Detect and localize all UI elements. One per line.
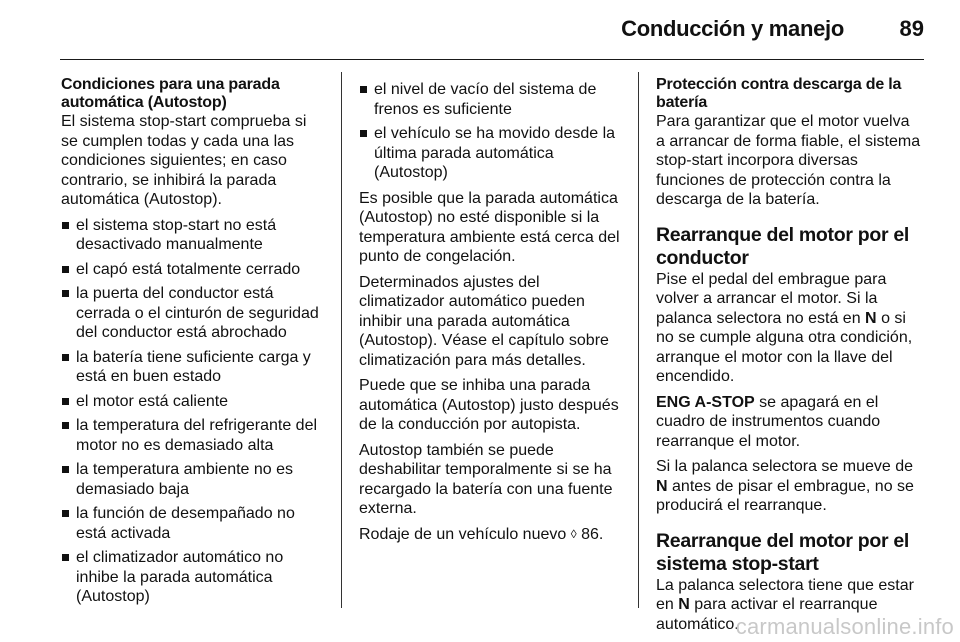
column-1 — [61, 76, 323, 613]
gear-label: N — [678, 596, 690, 613]
list-item: el motor está caliente — [61, 392, 323, 412]
section-heading: Condiciones para una parada automática (Autostop) — [61, 76, 280, 111]
paragraph — [656, 270, 922, 387]
page-reference-icon: ◊ — [570, 526, 577, 541]
indicator-label: ENG A-STOP — [656, 393, 755, 411]
text-run: La palanca selectora tiene que estar en — [656, 576, 914, 613]
list-item: el sistema stop-start no está desactivado manualmente — [61, 216, 323, 255]
bullet-list — [359, 80, 621, 183]
list-item: el nivel de vacío del sistema de frenos es suficiente — [359, 80, 621, 119]
paragraph: El sistema stop-start comprueba si se cumplen todas y cada una las condiciones siguientes; en caso contrario, se inhibirá la parada automática (Autostop). — [61, 113, 307, 208]
list-item: la puerta del conductor está cerrada o el cinturón de seguridad del conductor está abrochado — [61, 284, 323, 343]
list-item: la función de desempañado no está activada — [61, 504, 323, 543]
paragraph: Para garantizar que el motor vuelva a arrancar de forma fiable, el sistema stop-start incorpora diversas funciones de protección contra la descarga de la batería. — [656, 113, 921, 208]
paragraph: Es posible que la parada automática (Autostop) no esté disponible si la temperatura ambiente está cerca del punto de congelación. — [359, 189, 620, 265]
gear-label: N — [656, 477, 668, 495]
page-title: Conducción y manejo — [621, 16, 844, 41]
gear-label: N — [865, 309, 877, 327]
list-item: el vehículo se ha movido desde la última parada automática (Autostop) — [359, 124, 621, 183]
column-2 — [359, 80, 621, 551]
text-run: Pise el pedal del embrague para volver a arrancar el motor. Si la palanca selectora no está en — [656, 270, 887, 327]
cross-reference-page: 86. — [581, 525, 604, 543]
text-run: se apagará en el cuadro de instrumentos cuando rearranque el motor. — [656, 393, 881, 450]
list-item: el capó está totalmente cerrado — [61, 260, 323, 280]
section-heading: Protección contra descarga de la batería — [656, 76, 902, 111]
list-item: el climatizador automático no inhibe la parada automática (Autostop) — [61, 548, 323, 607]
list-item: la temperatura ambiente no es demasiado baja — [61, 460, 323, 499]
paragraph — [656, 457, 922, 516]
text-run: para activar el rearranque automático. — [656, 596, 878, 633]
cross-reference-text: Rodaje de un vehículo nuevo — [359, 525, 567, 543]
text-run: Si la palanca selectora se mueve de — [656, 458, 914, 475]
bullet-list — [61, 216, 323, 607]
list-item: la temperatura del refrigerante del motor no es demasiado alta — [61, 416, 323, 455]
paragraph: Determinados ajustes del climatizador automático pueden inhibir una parada automática (Autostop). Véase el capítulo sobre climatización para más detalles. — [359, 273, 609, 369]
page-header — [60, 0, 924, 60]
text-run: o si no se cumple alguna otra condición, arranque el motor con la llave del encendido. — [656, 309, 913, 385]
paragraph: Autostop también se puede deshabilitar temporalmente si se ha recargado la batería con una fuente externa. — [359, 441, 613, 517]
column-3 — [656, 76, 922, 640]
paragraph — [656, 393, 922, 452]
text-run: antes de pisar el embrague, no se producirá el rearranque. — [656, 477, 914, 514]
column-divider — [638, 72, 639, 608]
page-number: 89 — [899, 16, 924, 41]
section-heading: Rearranque del motor por el conductor — [656, 223, 910, 269]
column-divider — [341, 72, 342, 608]
watermark: carmanualsonline.info — [735, 614, 954, 639]
list-item: la batería tiene suficiente carga y está en buen estado — [61, 348, 323, 387]
section-heading: Rearranque del motor por el sistema stop-start — [656, 529, 910, 575]
paragraph: Puede que se inhiba una parada automática (Autostop) justo después de la conducción por autopista. — [359, 377, 619, 433]
cross-reference[interactable] — [359, 525, 621, 546]
